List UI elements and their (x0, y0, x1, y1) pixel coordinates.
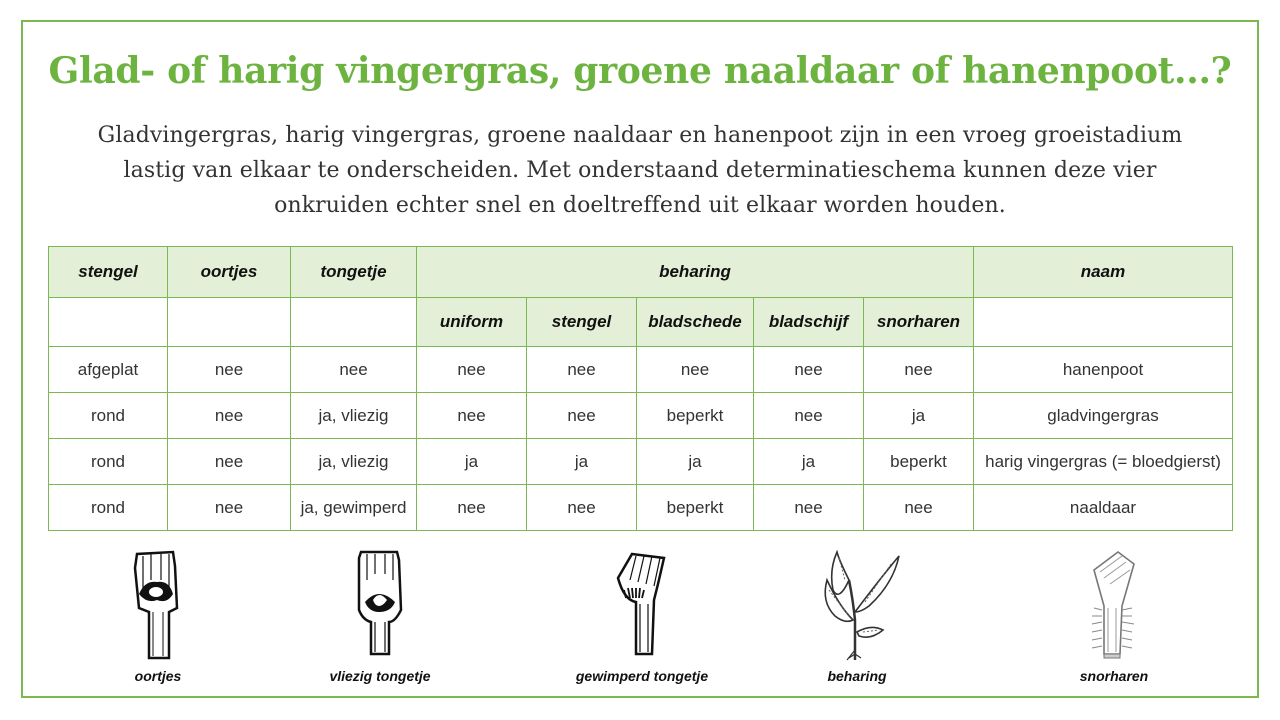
table-row (49, 439, 1233, 485)
table-row (49, 347, 1233, 393)
page-title: Glad- of harig vingergras, groene naaldaar of hanenpoot...? (48, 50, 1232, 92)
gewimperd-tongetje-illustration-icon (602, 550, 682, 662)
table-cell: nee (417, 393, 527, 439)
caption-vliezig-tongetje: vliezig tongetje (329, 668, 431, 684)
beharing-illustration-icon (809, 550, 905, 662)
header-row (49, 247, 1233, 298)
table-cell: rond (49, 439, 168, 485)
table-cell: nee (637, 347, 754, 393)
header-beharing: beharing (417, 247, 974, 298)
table-cell: nee (864, 347, 974, 393)
subheader-uniform: uniform (417, 298, 527, 347)
header-tongetje: tongetje (291, 247, 417, 298)
illustration-oortjes (68, 550, 248, 684)
table-cell: nee (168, 439, 291, 485)
oortjes-illustration-icon (123, 550, 193, 662)
caption-beharing: beharing (827, 668, 887, 684)
header-oortjes: oortjes (168, 247, 291, 298)
subheader-stengel: stengel (527, 298, 637, 347)
table-cell-naam: naaldaar (974, 485, 1233, 531)
table-cell: ja, vliezig (291, 393, 417, 439)
table-cell: nee (168, 347, 291, 393)
header-stengel: stengel (49, 247, 168, 298)
subheader-row (49, 298, 1233, 347)
table-cell-naam: harig vingergras (= bloedgierst) (974, 439, 1233, 485)
table-cell: ja, gewimperd (291, 485, 417, 531)
table-cell: nee (864, 485, 974, 531)
table-cell: ja (754, 439, 864, 485)
determination-table (48, 246, 1233, 531)
table-cell: nee (754, 393, 864, 439)
illustration-gewimperd-tongetje (552, 550, 732, 684)
illustration-beharing (767, 550, 947, 684)
table-cell: nee (291, 347, 417, 393)
snorharen-illustration-icon (1074, 550, 1154, 662)
table-cell: nee (417, 485, 527, 531)
illustration-snorharen (1024, 550, 1204, 684)
table-cell: ja (527, 439, 637, 485)
table-cell: ja (417, 439, 527, 485)
table-cell: nee (168, 485, 291, 531)
subheader-snorharen: snorharen (864, 298, 974, 347)
table-cell-naam: hanenpoot (974, 347, 1233, 393)
table-cell: nee (417, 347, 527, 393)
subheader-bladschede: bladschede (637, 298, 754, 347)
table-cell: rond (49, 393, 168, 439)
subheader-empty (168, 298, 291, 347)
table-cell: nee (527, 393, 637, 439)
caption-gewimperd-tongetje: gewimperd tongetje (575, 668, 709, 684)
subheader-empty (974, 298, 1233, 347)
illustration-vliezig-tongetje (290, 550, 470, 684)
table-cell: ja, vliezig (291, 439, 417, 485)
table-cell: beperkt (864, 439, 974, 485)
table-cell: rond (49, 485, 168, 531)
table-cell: ja (864, 393, 974, 439)
table-cell: nee (527, 347, 637, 393)
subheader-empty (49, 298, 168, 347)
table-cell: nee (168, 393, 291, 439)
table-cell: beperkt (637, 393, 754, 439)
subheader-empty (291, 298, 417, 347)
table-cell-naam: gladvingergras (974, 393, 1233, 439)
table-cell: nee (754, 347, 864, 393)
table-row (49, 485, 1233, 531)
table-cell: nee (754, 485, 864, 531)
subheader-bladschijf: bladschijf (754, 298, 864, 347)
vliezig-tongetje-illustration-icon (345, 550, 415, 662)
table-cell: ja (637, 439, 754, 485)
header-naam: naam (974, 247, 1233, 298)
caption-oortjes: oortjes (134, 668, 182, 684)
table-cell: nee (527, 485, 637, 531)
intro-text: Gladvingergras, harig vingergras, groene naaldaar en hanenpoot zijn in een vroeg groeistadium lastig van elkaar te onderscheiden. Met onderstaand determinatieschema kunnen deze vier onkruiden echter snel en doeltreffend uit elkaar worden houden. (97, 123, 1183, 218)
table-cell: beperkt (637, 485, 754, 531)
caption-snorharen: snorharen (1079, 668, 1149, 684)
table-cell: afgeplat (49, 347, 168, 393)
table-row (49, 393, 1233, 439)
